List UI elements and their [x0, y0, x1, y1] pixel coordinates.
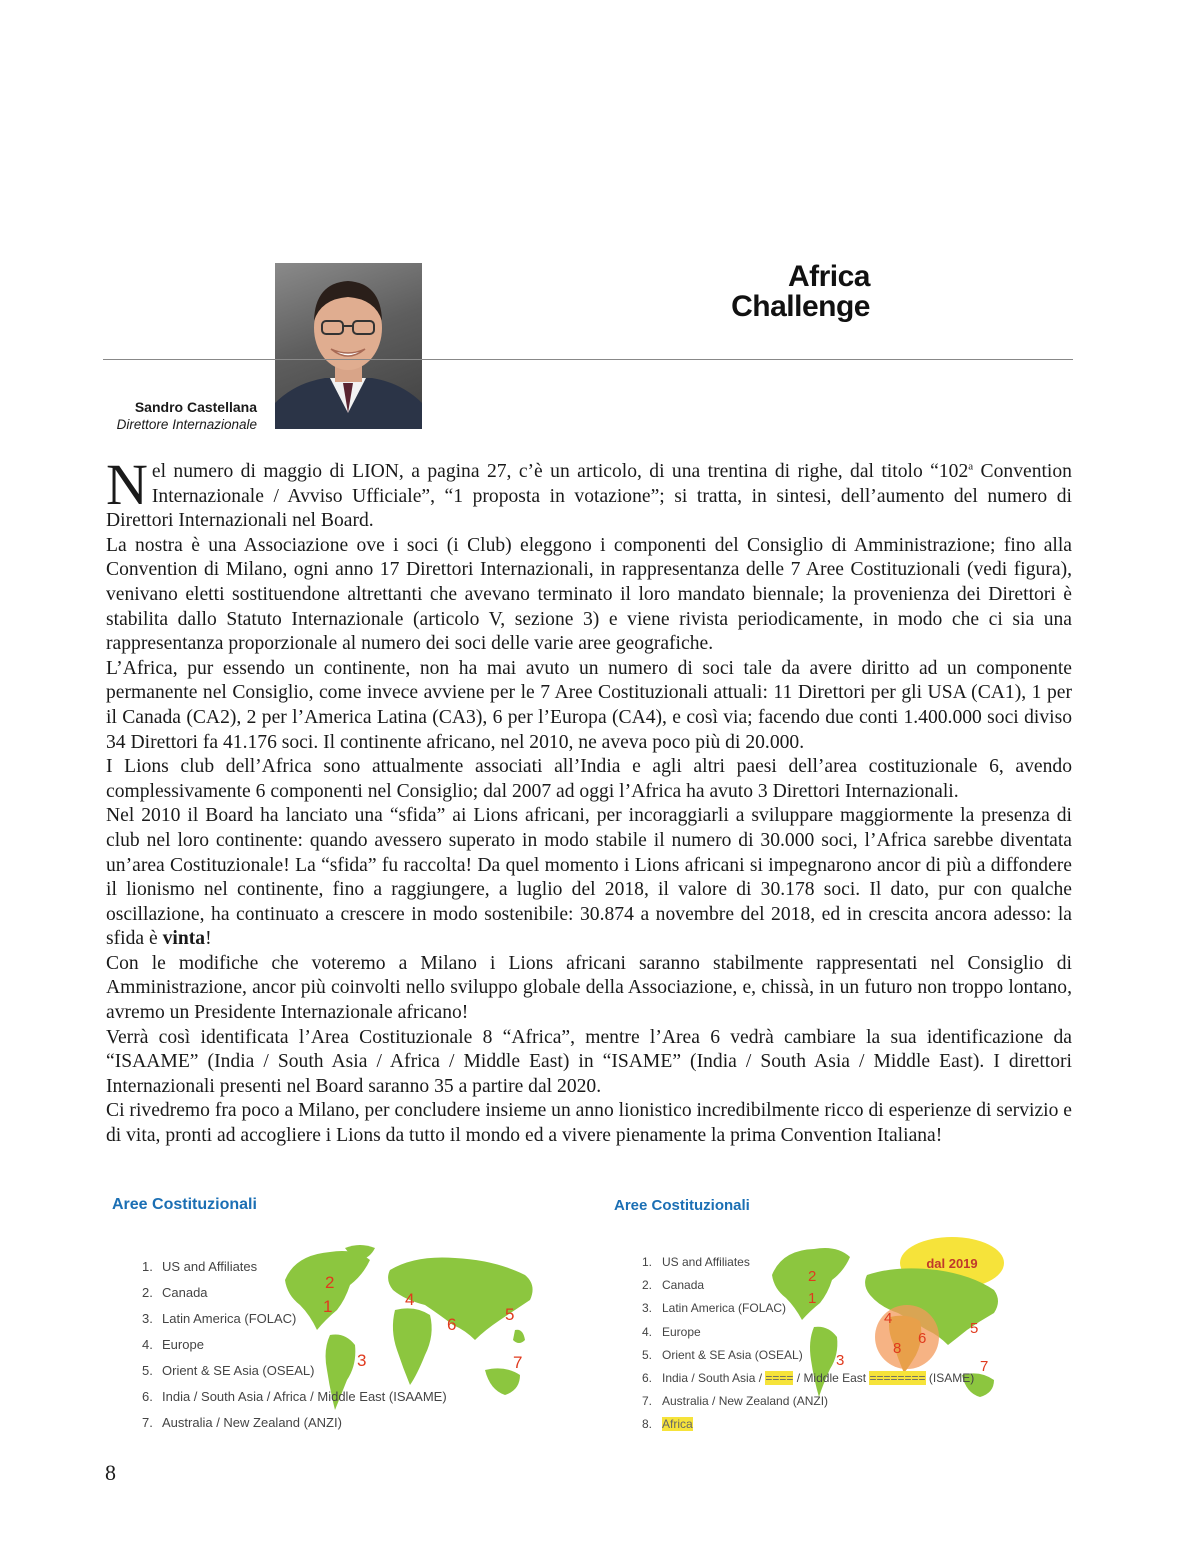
legend-num: 6. — [642, 1370, 653, 1385]
map-left-label-4: 4 — [405, 1290, 415, 1309]
map-left-label-5: 5 — [505, 1305, 515, 1324]
article-body — [106, 452, 1072, 1149]
figure-left-title: Aree Costituzionali — [112, 1196, 257, 1213]
legend-right-item-8 — [642, 1415, 974, 1438]
figure-right-legend — [642, 1253, 974, 1439]
legend-num: 1. — [642, 1255, 653, 1269]
legend-num: 6. — [142, 1389, 153, 1404]
figure-areas-2019 — [612, 1180, 1012, 1440]
legend-num: 4. — [642, 1324, 653, 1339]
p1-text-a: el numero di maggio di LION, a pagina 27, c’è un articolo, di una trentina di righe, dal titolo “102 — [151, 461, 969, 482]
legend-right-item-1 — [642, 1253, 974, 1276]
legend-label: US and Affiliates — [162, 1259, 258, 1274]
legend-label: Orient & SE Asia (OSEAL) — [662, 1347, 803, 1362]
strikethrough-marker: ==== — [765, 1370, 794, 1385]
figure-left-legend — [142, 1258, 447, 1440]
legend-label-part: / Middle East — [793, 1370, 870, 1385]
legend-right-item-3 — [642, 1299, 974, 1322]
title-line-2: Challenge — [731, 290, 870, 323]
legend-right-item-2 — [642, 1276, 974, 1299]
map-left-label-3: 3 — [357, 1351, 367, 1370]
legend-label: Canada — [162, 1285, 208, 1300]
legend-label: Canada — [662, 1278, 705, 1293]
legend-label: Europe — [162, 1337, 204, 1352]
p5-bold-word: vinta — [162, 928, 206, 950]
legend-num: 4. — [142, 1337, 153, 1352]
p1-text-b: Convention Internazionale / Avviso Ufficiale”, “1 proposta in votazione”; si tratta, in sintesi, dell’aumento del numero di Direttori Internazionali nel Board. — [106, 461, 1072, 532]
paragraph-8: Ci rivedremo fra poco a Milano, per concludere insieme un anno lionistico incredibilmente ricco di esperienze di servizio e di vita, pronti ad accogliere i Lions da tutto il mondo ed a vivere pienamente la prima Convention Italiana! — [106, 1100, 1072, 1147]
p5-text-b: ! — [205, 928, 212, 950]
author-portrait-image — [275, 263, 422, 429]
map-right-label-5: 5 — [970, 1320, 979, 1337]
paragraph-3: L’Africa, pur essendo un continente, non ha mai avuto un numero di soci tale da avere diritto ad un componente permanente nel Consiglio, come invece avviene per le 7 Aree Costituzionali attuali: 11 Direttori per gli USA (CA1), 1 per il Canada (CA2), 2 per l’America Latina (CA3), 6 per l’Europa (CA4), e così via; facendo due conti 1.400.000 soci diviso 34 Direttori fa 41.176 soci. Il continente africano, nel 2010, ne aveva poco più di 20.000. — [106, 657, 1072, 753]
map-right-label-2: 2 — [808, 1268, 817, 1285]
author-name: Sandro Castellana — [134, 399, 257, 415]
legend-label: Europe — [662, 1324, 701, 1339]
strikethrough-marker: ======== — [869, 1370, 926, 1385]
paragraph-6: Con le modifiche che voteremo a Milano i Lions africani saranno stabilmente rappresentati nel Consiglio di Amministrazione, ancor più coinvolti nello sviluppo globale della Associazione, e, chissà, in un futuro non troppo lontano, avremo un Presidente Internazionale africano! — [106, 952, 1072, 1024]
legend-label-africa: Africa — [662, 1417, 693, 1432]
legend-left-item-1 — [142, 1258, 447, 1284]
legend-label: India / South Asia / Africa / Middle East (ISAAME) — [162, 1389, 447, 1404]
legend-left-item-7 — [142, 1414, 447, 1440]
map-right-label-7: 7 — [980, 1358, 989, 1375]
map-right-label-1: 1 — [808, 1290, 817, 1307]
map-left-label-1: 1 — [323, 1297, 333, 1316]
legend-label: Latin America (FOLAC) — [162, 1311, 297, 1326]
paragraph-5 — [106, 804, 1072, 952]
legend-left-item-2 — [142, 1284, 447, 1310]
author-photo — [275, 263, 422, 429]
legend-num: 5. — [642, 1347, 653, 1362]
paragraph-1 — [106, 452, 1072, 534]
drop-cap: N — [106, 452, 148, 517]
paragraph-2: La nostra è una Associazione ove i soci (i Club) eleggono i componenti del Consiglio di Amministrazione; fino alla Convention di Milano, ogni anno 17 Direttori Internazionali, in rappresentanza delle 7 Aree Costituzionali (vedi figura), venivano eletti sostituendone altrettanti che avevano terminato il loro mandato biennale; la provenienza dei Direttori è stabilita dallo Statuto Internazionale (articolo V, sezione 3) e viene rivista periodicamente, in modo che ci sia una rappresentanza proporzionale al numero dei soci delle varie aree geografiche. — [106, 534, 1072, 655]
legend-left-item-3 — [142, 1310, 447, 1336]
legend-left-item-6 — [142, 1388, 447, 1414]
page-number: 8 — [105, 1460, 116, 1485]
badge-dal-2019: dal 2019 — [926, 1256, 978, 1271]
legend-left-item-5 — [142, 1362, 447, 1388]
legend-right-item-5 — [642, 1346, 974, 1369]
legend-right-item-7 — [642, 1392, 974, 1415]
figure-areas-current — [110, 1180, 550, 1440]
map-left-label-7: 7 — [513, 1353, 523, 1372]
legend-label-part: (ISAME) — [925, 1370, 975, 1385]
header-rule — [103, 359, 1073, 360]
legend-num: 2. — [142, 1285, 153, 1300]
paragraph-7: Verrà così identificata l’Area Costituzionale 8 “Africa”, mentre l’Area 6 vedrà cambiare la sua identificazione da “ISAAME” (India / South Asia / Africa / Middle East) in “ISAME” (India / South Asia / Middle East). I direttori Internazionali presenti nel Board saranno 35 a partire dal 2020. — [106, 1026, 1072, 1097]
legend-label: US and Affiliates — [662, 1255, 750, 1269]
map-right-label-4: 4 — [884, 1310, 893, 1327]
legend-num: 3. — [142, 1311, 153, 1326]
legend-right-item-6 — [642, 1369, 974, 1392]
map-left-label-6: 6 — [447, 1315, 457, 1334]
map-left-label-2: 2 — [325, 1273, 335, 1292]
legend-label: Orient & SE Asia (OSEAL) — [162, 1363, 315, 1378]
legend-num: 2. — [642, 1278, 653, 1293]
legend-num: 7. — [642, 1394, 653, 1409]
title-line-1: Africa — [787, 260, 870, 293]
legend-label: Australia / New Zealand (ANZI) — [662, 1394, 829, 1409]
author-role: Direttore Internazionale — [116, 417, 257, 432]
article-title — [640, 262, 870, 322]
legend-label-part: India / South Asia / — [662, 1370, 766, 1385]
legend-num: 5. — [142, 1363, 153, 1378]
legend-num: 1. — [142, 1259, 153, 1274]
map-right-label-8: 8 — [893, 1340, 902, 1357]
map-right-label-3: 3 — [836, 1352, 845, 1369]
legend-label: Latin America (FOLAC) — [662, 1301, 787, 1316]
legend-num: 3. — [642, 1301, 653, 1316]
legend-num: 8. — [642, 1417, 653, 1432]
map-right-label-6: 6 — [918, 1330, 927, 1347]
figure-right-title: Aree Costituzionali — [614, 1197, 750, 1214]
p1-superscript: a — [968, 460, 974, 473]
legend-label: Australia / New Zealand (ANZI) — [162, 1415, 342, 1430]
paragraph-4: I Lions club dell’Africa sono attualmente associati all’India e agli altri paesi dell’area costituzionale 6, avendo complessivamente 6 componenti nel Consiglio; dal 2007 ad oggi l’Africa ha avuto 3 Direttori Internazionali. — [106, 756, 1072, 802]
legend-num: 7. — [142, 1415, 153, 1430]
p5-text-a: Nel 2010 il Board ha lanciato una “sfida” ai Lions africani, per incoraggiarli a sviluppare maggiormente la presenza di club nel loro continente: quando avessero superato in modo stabile il numero di 30.000 soci, l’Africa sarebbe diventata un’area Costituzionale! La “sfida” fu raccolta! Da quel momento i Lions africani si impegnarono ancor di più a diffondere il lionismo nel continente, fino a raggiungere, a luglio del 2018, il valore di 30.178 soci. Il dato, pur con qualche oscillazione, ha continuato a crescere in modo sostenibile: 30.874 a novembre del 2018, ed in crescita ancora adesso: la sfida è — [106, 805, 1072, 950]
author-byline — [60, 399, 257, 433]
legend-left-item-4 — [142, 1336, 447, 1362]
legend-right-item-4 — [642, 1323, 974, 1346]
